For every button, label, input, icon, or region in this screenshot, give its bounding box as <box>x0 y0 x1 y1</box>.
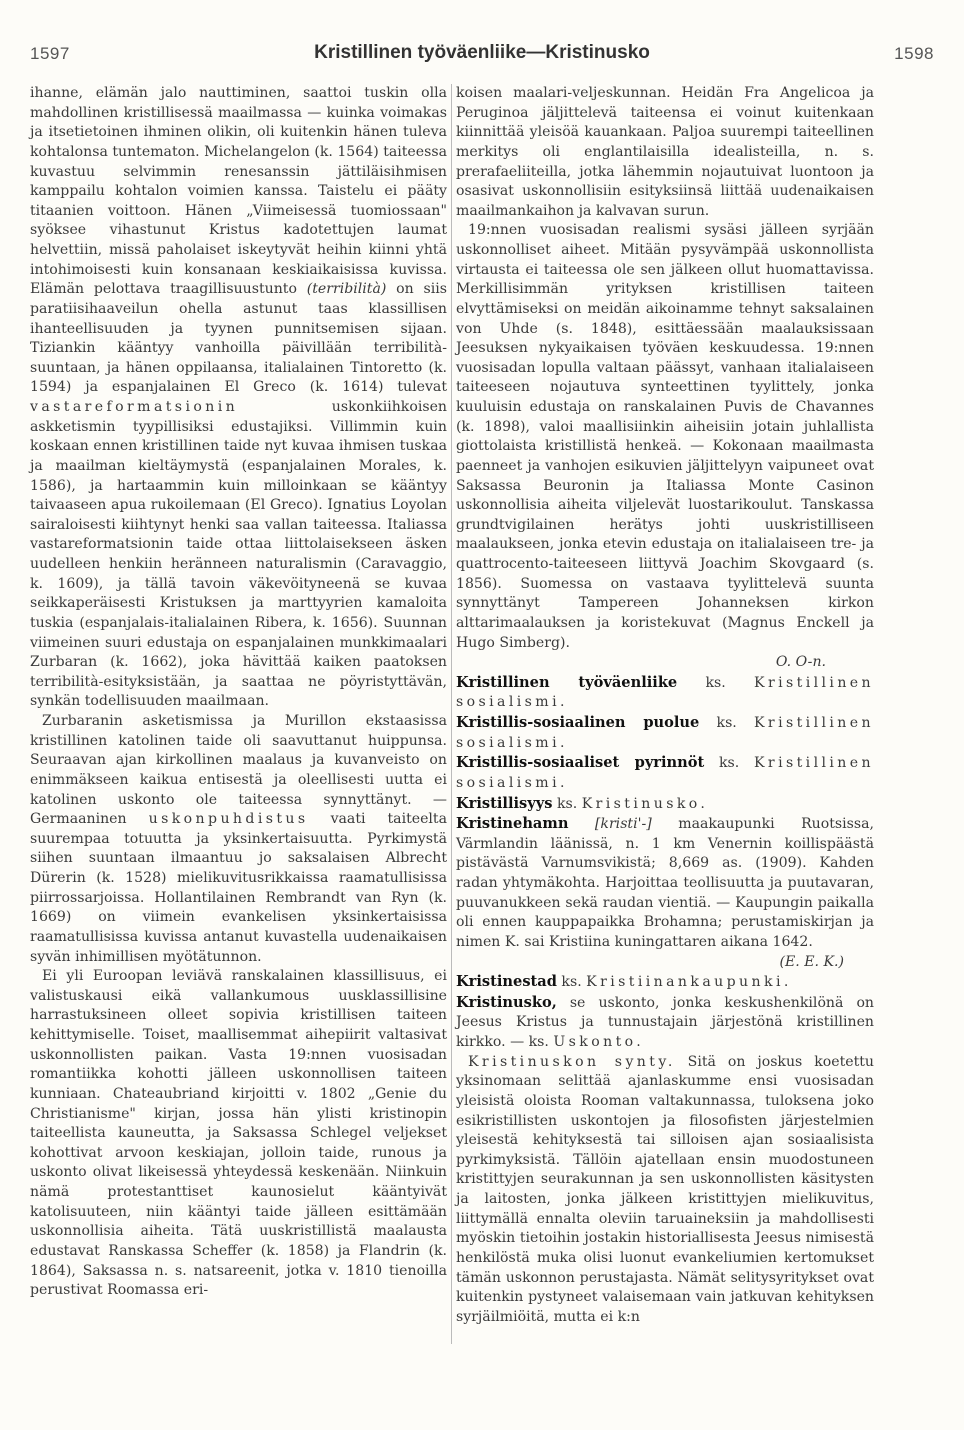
text-run: on siis paratiisihaaveilun ohella astunut taas klassillisen ihanteellisuuden ja tyynen punnitsemisen sijaan. Tiziankin kääntyy vanhoilla päivillään terribilità-suuntaan, ja hänen oppilaansa, italialainen Tintoretto (k. 1594) ja espanjalainen El Greco (k. 1614) tulevat <box>30 281 448 396</box>
paragraph <box>30 712 447 967</box>
left-column <box>30 84 447 1301</box>
paragraph <box>456 1053 874 1328</box>
running-header <box>30 44 934 74</box>
column-divider <box>451 84 452 1344</box>
italic-term: (terribilità) <box>306 281 387 298</box>
cross-ref-link[interactable]: Uskonto. <box>553 1034 645 1050</box>
author-signature: O. O-n. <box>775 654 826 671</box>
text-run: Sitä on joskus koetettu yksinomaan selittää ajanlaskumme ensi vuosisadan yleisistä oloista Rooman valtakunnassa, tuloksena joko esikristillisten uskontojen ja filosofisten järjestelmien yleisestä kehityksestä tai silloisen ajan sosiaalisista pyrkimyksistä. Tällöin ajatellaan ensin muodostuneen kristittyjen seurakunnan ja sen uskonnollisten käsitysten ja laitosten, jonka jälkeen kristittyjen mielikuvitus, liittymällä ennalta oleviin taruaineksiin ja mahdollisesti myöskin tietoihin jostakin historiallisesta Jeesus nimisestä henkilöstä muka olisi luonut evankeliumien kertomukset tämän uskonnon perustajasta. Nämät selitysyritykset ovat kuitenkin pystyneet valaisemaan vain jatkuvan kehityksen syrjäilmiöitä, mutta ei k:n <box>456 1053 874 1325</box>
running-title: Kristillinen työväenliike—Kristinusko <box>314 42 650 63</box>
page-number-left: 1597 <box>30 44 70 63</box>
pronunciation: [kristi'-] <box>594 816 652 833</box>
entry-headword: Kristillisyys <box>456 794 553 812</box>
paragraph: Ei yli Euroopan leviävä ranskalainen klassillisuus, ei valistuskausi eikä vallankumous uusklassillisine harrastuksineen olleet sopivia kristillisen taiteen kehittymiselle. Toiset, maallisemmat aihepiirit valtasivat uskonnollisten paikan. Vasta 19:nnen vuosisadan romantiikka kohotti jälleen uskonnollisen taiteen kunniaan. Chateaubriand kirjoitti v. 1802 „Genie du Christianisme" kirjan, jossa hän ylisti kristinopin taiteellista kauneutta, ja Saksassa Schlegel veljekset kohottivat arvoon keskiajan, jolloin taide, runous ja uskonto olivat likeisessä yhteydessä keskenään. Niinkuin nämä protestanttiset kaunosielut kääntyivät katolisuuteen, niin kääntyi taide jälleen esittämään uskonnollisia aiheita. Tätä uuskristillistä maalausta edustavat Ranskassa Scheffer (k. 1858) ja Flandrin (k. 1864), Saksassa n. s. natsareenit, jotka v. 1810 tienoilla perustivat Roomassa eri- <box>30 968 447 1299</box>
dictionary-entry <box>456 794 874 815</box>
text-run: vaati taiteelta suurempaa totuutta ja yksinkertaisuutta. Pyrkimystä siihen suuntaan ilmaantuu jo saksalaisen Albrecht Dürerin (k. 1528) mielikuvitusrikkaissa raamatullisissa piirrossarjoissa. Hollantilainen Rembrandt van Ryn (k. 1669) on viimein evankelisen yksinkertaisissa raamatullisissa kuvissa antanut kuvastella uudenaikaisen syvän inhimillisen myötätunnon. <box>30 811 447 965</box>
spaced-term: Kristinuskon synty. <box>468 1053 676 1070</box>
right-column <box>456 84 874 1327</box>
entry-text: maakaupunki Ruotsissa, Värmlandin läänissä, n. 1 km Venernin koillispäästä pistävästä Varnumsvikistä; 8,669 as. (1909). Kahden radan yhtymäkohta. Harjoittaa teollisuutta ja puutavaran, puuvanukkeen sekä raudan vientiä. — Kaupungin paikalla oli ennen kauppapaikka Brohamna; perustamiskirjan ja nimen K. sai Kristiina kuningattaren aikana 1642. <box>456 816 875 950</box>
cross-ref-marker: ks. <box>718 755 740 772</box>
cross-ref-marker: ks. <box>556 795 578 812</box>
paragraph: 19:nnen vuosisadan realismi sysäsi jälleen syrjään uskonnolliset aiheet. Mitään pysyvämpää uskonnollista virtausta ei taiteessa ole sen jälkeen ollut huomattavissa. Merkillisimmän yrityksen kristillisen taiteen elvyttämiseksi on meidän aikoinamme tehnyt saksalainen von Uhde (s. 1848), esittäessään maalauksissaan Jeesuksen nykyaikaisen työväen keskuudessa. 19:nnen vuosisadan lopulla valtaan päässyt, vanhaan italialaiseen taiteeseen nojautuva synteettinen tyylittely, jonka kuuluisin edustaja on ranskalainen Puvis de Chavannes (k. 1898), valoi maallisiinkin aiheisiin jotain juhlallista giottolaista kristillistä henkeä. — Kokonaan maailmasta paenneet ja vanhojen esikuvien jäljittelyyn vaipuneet ovat Saksassa Beuronin ja Italiassa Monte Casinon uskonnollisia aiheita viljelevät luostarikoulut. Tanskassa grundtvigilainen herätys johti uuskristilliseen maalaukseen, jonka etevin edustaja on italialaiseen tre- ja quattrocento-taiteeseen liittyvä Joachim Skovgaard (s. 1856). Suomessa on vastaava tyylittelevä suunta synnyttänyt Tampereen Johanneksen kirkon alttarimaalauksen ja koristekuvat (Magnus Enckell ja Hugo Simberg). <box>456 222 874 651</box>
spaced-term: uskonpuhdistus <box>148 811 309 828</box>
text-run: uskonkiihkoisen askketismin tyypillisiksi edustajiksi. Villimmin kuin koskaan ennen kristillinen taide nyt kuvaa ihmisen tuskaa ja maailman kieltäymystä (espanjalainen Morales, k. 1586), ja hartaammin kuin milloinkaan se kääntyy taivaaseen apua rukoilemaan (El Greco). Ignatius Loyolan sairaloisesti kiihtynyt henki saa vallan taiteessa. Italiassa vastareformatsionin taide ottaa liittolaisekseen äsken uudelleen henkiin heränneen naturalismin (Caravaggio, k. 1609), ja tällä tavoin väkevöityneenä se kuvaa seikkaperäisesti Kristuksen ja marttyyrien kamaloita tuskia (espanjalais-italialainen Ribera, k. 1656). Suunnan viimeinen suuri edustaja on espanjalainen munkkimaalari Zurbaran (k. 1662), joka hävittää kaiken paatoksen terribilità-esityksistään, ja saattaa ne pöyristyttävän, synkän todellisuuden maailmaan. <box>30 399 447 710</box>
entry-headword: Kristillis-sosiaalinen puolue <box>456 714 700 731</box>
cross-ref-link[interactable]: Kristinusko. <box>581 795 709 812</box>
cross-ref-link[interactable]: Kristillinen sosialismi. <box>456 674 875 711</box>
entry-headword: Kristinehamn <box>456 815 569 833</box>
entry-headword: Kristillis-sosiaaliset pyrinnöt <box>456 754 705 772</box>
cross-ref-marker: ks. <box>716 715 737 731</box>
dictionary-entry <box>456 673 874 713</box>
dictionary-entry <box>456 993 874 1053</box>
entry-headword: Kristillinen työväenliike <box>456 673 678 691</box>
dictionary-entry <box>456 814 874 952</box>
paragraph: koisen maalari-veljeskunnan. Heidän Fra Angelicoa ja Peruginoa jäljittelevä taiteensa ei voinut kuitenkaan kiinnittää yleisöä kauankaan. Paljoa suurempi taiteellinen merkitys oli englantilaisilla idealisteilla, n. s. prerafaeliiteilla, jotka lähemmin nojautuivat luontoon ja osasivat uskonnollisiin esityksiinsä liittää uudenaikaisen maailmankaihon ja kalvavan surun. <box>456 85 874 219</box>
spaced-term: vastareformatsionin <box>30 399 239 415</box>
entry-text: se uskonto, jonka keskushenkilönä on Jeesus Kristus ja tunnustajain järjestönä kristillinen kirkko. — ks. <box>456 994 875 1050</box>
entry-headword: Kristinestad <box>456 973 557 991</box>
dictionary-entry <box>456 713 874 753</box>
text-run: Zurbaranin asketismissa ja Murillon ekstaasissa kristillinen katolinen taide oli saavuttanut huippunsa. Seuraavan ajan kirkollinen maalaus ja kuvanveisto on enimmäkseen kaikua entisestä ja oleellisesti uutta ei katolinen uskonto ole taiteessa synnyttänyt. — Germaaninen <box>30 713 447 828</box>
cross-ref-link[interactable]: Kristillinen sosialismi. <box>456 755 874 791</box>
cross-ref-marker: ks. <box>705 674 726 691</box>
cross-ref-marker: ks. <box>561 974 582 991</box>
text-run: ihanne, elämän jalo nauttiminen, saattoi tuskin olla mahdollinen kristillisessä maailmassa — kuinka voimakas ja itsetietoinen ihminen olikin, oli kuitenkin hänen tuleva kohtalonsa tuntematon. Michelangelon (k. 1564) taiteessa kuvastuu selvimmin renesanssin jättiläisihmisen kamppailu kohtalon voimien kanssa. Taistelu ei pääty titaanien voittoon. Hänen „Viimeisessä tuomiossaan" syöksee vihastunut Kristus kadotettujen laumat helvettiin, missä paholaiset iskeytyvät heihin kiinni yhtä intohimoisesti kuin konsanaan keskiaikaisissa kuvissa. Elämän pelottava traagillisuustunto <box>30 85 447 298</box>
dictionary-entry <box>456 753 874 793</box>
paragraph <box>30 84 447 712</box>
cross-ref-link[interactable]: Kristiinankaupunki. <box>586 974 792 991</box>
page-number-right: 1598 <box>894 44 934 63</box>
author-signature: (E. E. K.) <box>779 953 844 970</box>
cross-ref-link[interactable]: Kristillinen sosialismi. <box>456 715 874 751</box>
dictionary-entry <box>456 972 874 993</box>
entry-headword: Kristinusko, <box>456 993 557 1011</box>
